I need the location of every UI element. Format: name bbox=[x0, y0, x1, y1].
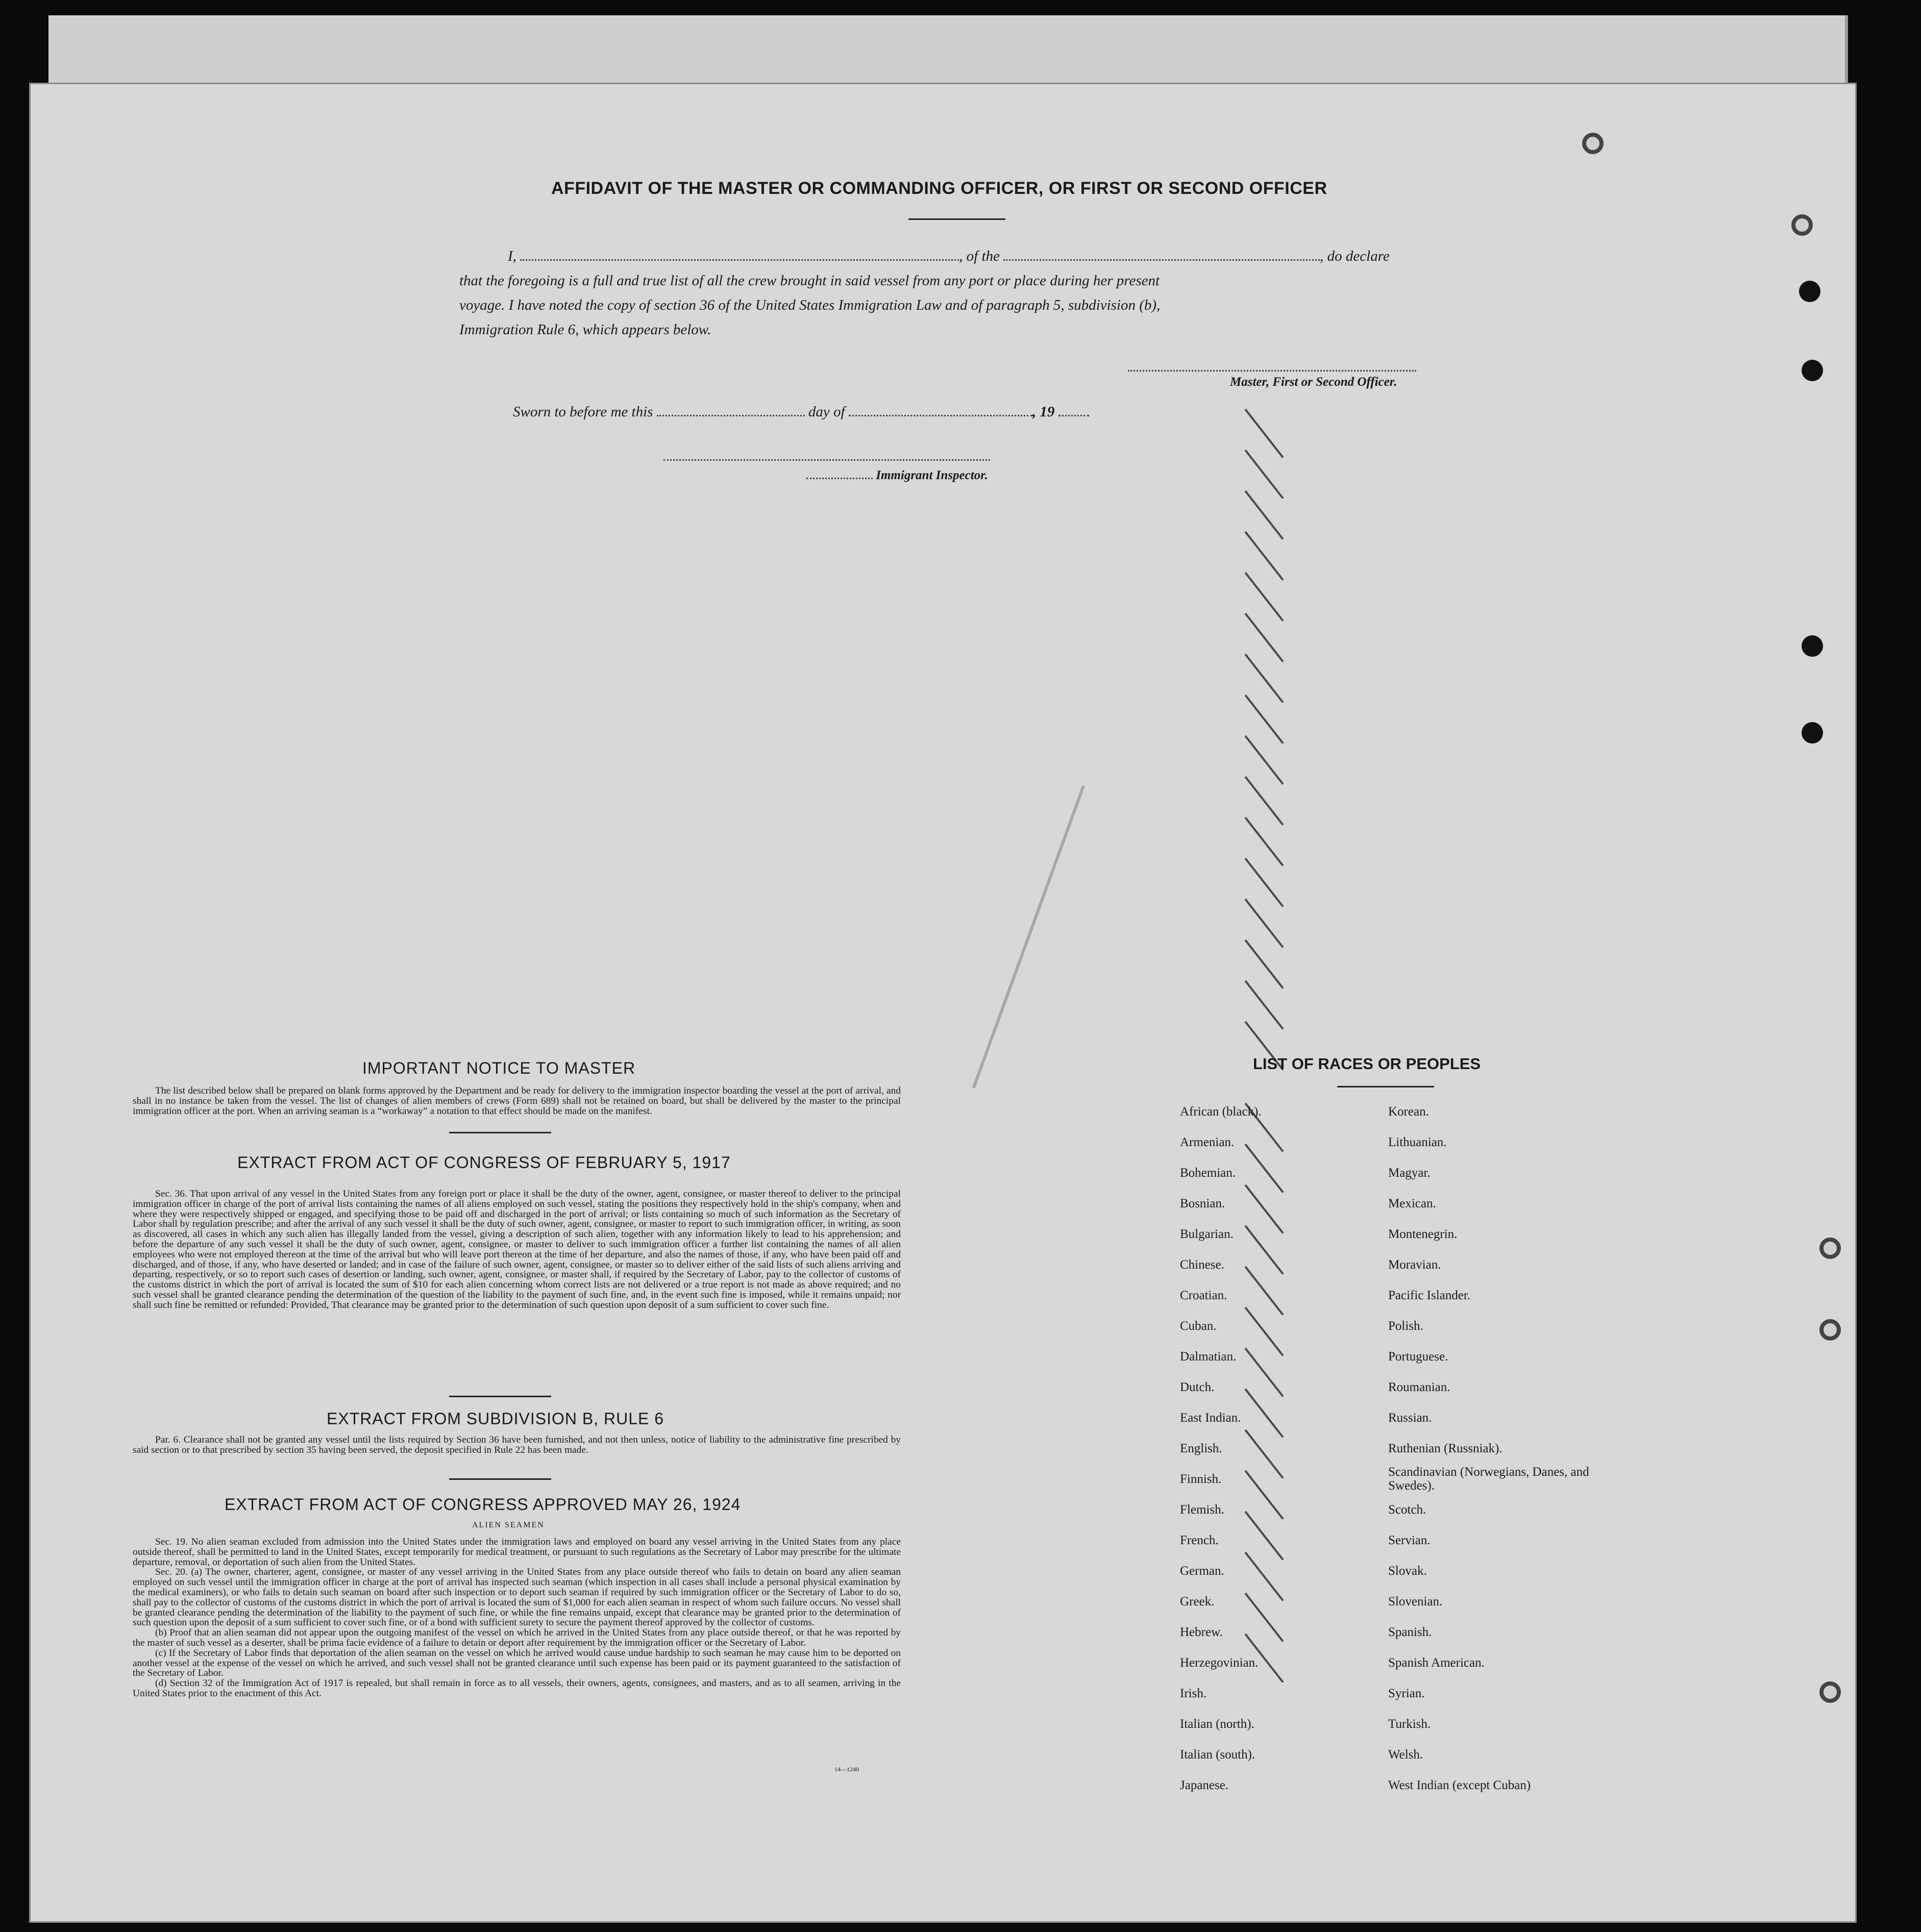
race-item: Bosnian. bbox=[1180, 1197, 1225, 1210]
punch-hole-2 bbox=[1799, 281, 1820, 302]
race-item: French. bbox=[1180, 1533, 1219, 1547]
vessel-blank[interactable] bbox=[1003, 254, 1320, 261]
extract-1924-sec19: Sec. 19. No alien seaman excluded from admission into the United States under the immigration laws and employed on board any vessel arriving in the United States from any place outside thereof, shall be permitted to land in the United States, except temporarily for medical treatment, or pursuant to such regulations as the Secretary of Labor may prescribe for the ultimate departure, removal, or deportation of such alien from the United States. bbox=[133, 1537, 901, 1568]
race-item: Finnish. bbox=[1180, 1472, 1222, 1486]
master-signature-caption: Master, First or Second Officer. bbox=[1230, 375, 1397, 389]
race-item: Lithuanian. bbox=[1388, 1135, 1447, 1149]
day-of-text: day of bbox=[808, 404, 845, 420]
extract-1924-sec20a: Sec. 20. (a) The owner, charterer, agent, consignee, or master of any vessel arriving in the United States from any place outside thereof who fails to detain on board any alien seaman employed on such vessel until the immigration officer in charge at the port of arrival has inspected such seaman (which inspection in all cases shall include a personal physical examination by the medical examiners), or who fails to detain such seaman on board after such inspection or to deport such seaman if required by such immigration officer or the Secretary of Labor to do so, shall pay to the collector of customs of the customs district in which the port of arrival is located the sum of $1,000 for each alien seaman in respect of whom such failure occurs. No vessel shall be granted clearance pending the determination of the liability to the payment of such fine, or while the fine remains unpaid, except that clearance may be granted prior to the determination of such question upon the deposit of a sum sufficient to cover such fine, or of a bond with sufficient surety to secure the payment thereof approved by the collector of customs. bbox=[133, 1567, 901, 1628]
declaration-i: I, bbox=[508, 248, 516, 264]
extract-1917-title: EXTRACT FROM ACT OF CONGRESS OF FEBRUARY 5, 1917 bbox=[237, 1153, 731, 1172]
declaration-of-the: , of the bbox=[959, 248, 1000, 264]
race-item: Korean. bbox=[1388, 1105, 1429, 1119]
race-item: Croatian. bbox=[1180, 1289, 1227, 1302]
punch-hole-3 bbox=[1802, 360, 1823, 381]
extract-1924-subtitle: ALIEN SEAMEN bbox=[472, 1521, 545, 1529]
race-item: Portuguese. bbox=[1388, 1350, 1448, 1364]
race-item: Mexican. bbox=[1388, 1197, 1436, 1210]
bleed-through-heading bbox=[327, 64, 1551, 84]
affidavit-title-rule bbox=[908, 218, 1005, 220]
race-item: East Indian. bbox=[1180, 1411, 1241, 1425]
declaration-line-4: Immigration Rule 6, which appears below. bbox=[459, 321, 711, 338]
extract-1924-sec20d: (d) Section 32 of the Immigration Act of 1917 is repealed, but shall remain in force as to all vessels, their owners, agents, consignees, and masters, and as to all seamen, arriving in the United States prior to the enactment of this Act. bbox=[133, 1678, 901, 1699]
race-item: Spanish American. bbox=[1388, 1656, 1485, 1670]
punch-hole-top bbox=[1582, 133, 1604, 154]
race-item: Italian (south). bbox=[1180, 1748, 1255, 1762]
punch-hole-5 bbox=[1802, 722, 1823, 744]
extract-rule6-paragraph: Par. 6. Clearance shall not be granted any vessel until the lists required by Section 36 have been furnished, and not then unless, notice of liability to the administrative fine prescribed by said section or to that prescribed by section 35 having been served, the deposit specified in Rule 22 has been made. bbox=[133, 1434, 901, 1455]
race-item: German. bbox=[1180, 1564, 1224, 1578]
extract-1924-sec20c: (c) If the Secretary of Labor finds that deportation of the alien seaman on the vessel on which he arrived would cause undue hardship to such seaman he may cause him to be deported on another vessel at the expense of the vessel on which he arrived, and such vessel shall not be granted clearance until such expense has been paid or its payment guaranteed to the satisfaction of the Secretary of Labor. bbox=[133, 1647, 901, 1679]
extract-1917-text bbox=[133, 1189, 901, 1310]
inspector-caption-text: Immigrant Inspector. bbox=[876, 468, 988, 482]
declaration-line-2: that the foregoing is a full and true list of all the crew brought in said vessel from any port or place during her present bbox=[459, 273, 1160, 289]
race-item: Syrian. bbox=[1388, 1687, 1425, 1700]
race-item: Slovenian. bbox=[1388, 1595, 1443, 1608]
races-title: LIST OF RACES OR PEOPLES bbox=[1253, 1055, 1481, 1073]
month-blank[interactable] bbox=[849, 410, 1032, 416]
race-item: Dutch. bbox=[1180, 1380, 1215, 1394]
race-item: African (black). bbox=[1180, 1105, 1262, 1119]
affidavit-title: AFFIDAVIT OF THE MASTER OR COMMANDING OFFICER, OR FIRST OR SECOND OFFICER bbox=[551, 179, 1327, 198]
declaration-do-declare: , do declare bbox=[1320, 248, 1390, 264]
inspector-caption bbox=[806, 468, 988, 483]
punch-hole-1 bbox=[1791, 214, 1813, 236]
section-rule-2 bbox=[449, 1396, 551, 1397]
punch-hole-7 bbox=[1819, 1319, 1841, 1341]
race-item: Turkish. bbox=[1388, 1717, 1431, 1731]
race-item: Welsh. bbox=[1388, 1748, 1423, 1762]
race-item: Bohemian. bbox=[1180, 1166, 1236, 1180]
race-item: Magyar. bbox=[1388, 1166, 1431, 1180]
race-item: Montenegrin. bbox=[1388, 1227, 1458, 1241]
punch-hole-6 bbox=[1819, 1237, 1841, 1259]
extract-1924-title: EXTRACT FROM ACT OF CONGRESS APPROVED MAY 26, 1924 bbox=[225, 1495, 741, 1514]
day-blank[interactable] bbox=[657, 410, 805, 416]
race-item: Greek. bbox=[1180, 1595, 1215, 1608]
race-item: English. bbox=[1180, 1442, 1222, 1455]
section-rule-1 bbox=[449, 1132, 551, 1133]
inspector-caption-dots bbox=[806, 475, 873, 479]
notice-title: IMPORTANT NOTICE TO MASTER bbox=[362, 1059, 636, 1077]
notice-paragraph: The list described below shall be prepared on blank forms approved by the Department and be ready for delivery to the immigration inspector boarding the vessel at the port of arrival, and shall in no instance be taken from the vessel. The list of changes of alien members of crews (Form 689) shall not be retained on board, but shall be delivered by the master to the principal immigration officer at the port. When an arriving seaman is a “workaway” a notation to that effect should be made on the manifest. bbox=[133, 1085, 901, 1117]
master-signature-line[interactable] bbox=[1128, 365, 1416, 371]
race-item: Spanish. bbox=[1388, 1625, 1432, 1639]
race-item: Dalmatian. bbox=[1180, 1350, 1237, 1364]
race-item: Moravian. bbox=[1388, 1258, 1441, 1272]
extract-rule6-text bbox=[133, 1435, 901, 1455]
race-item: Polish. bbox=[1388, 1319, 1423, 1333]
sworn-line bbox=[513, 401, 1089, 423]
race-item: Ruthenian (Russniak). bbox=[1388, 1442, 1503, 1455]
race-item: Japanese. bbox=[1180, 1778, 1229, 1792]
year-blank[interactable] bbox=[1058, 410, 1089, 416]
race-item: Hebrew. bbox=[1180, 1625, 1223, 1639]
race-item: Italian (north). bbox=[1180, 1717, 1254, 1731]
year-text: , 19 bbox=[1032, 404, 1055, 420]
extract-1924-text bbox=[133, 1537, 901, 1699]
declaration-line-1 bbox=[508, 245, 1390, 267]
race-item: Scandinavian (Norwegians, Danes, and Swedes). bbox=[1388, 1465, 1589, 1493]
race-item: Bulgarian. bbox=[1180, 1227, 1234, 1241]
race-item: Irish. bbox=[1180, 1687, 1207, 1700]
races-title-rule bbox=[1337, 1086, 1434, 1087]
punch-hole-4 bbox=[1802, 635, 1823, 657]
declaration-line-3: voyage. I have noted the copy of section 36 of the United States Immigration Law and of paragraph 5, subdivision (b), bbox=[459, 297, 1161, 313]
race-item: Servian. bbox=[1388, 1533, 1431, 1547]
race-item: Cuban. bbox=[1180, 1319, 1217, 1333]
extract-1924-sec20b: (b) Proof that an alien seaman did not appear upon the outgoing manifest of the vessel on which he arrived in the United States from any place outside thereof, or that he was reported by the master of such vessel as a deserter, shall be prima facie evidence of a failure to detain or deport after requirement by the immigration officer or the Secretary of Labor. bbox=[133, 1627, 901, 1648]
punch-hole-8 bbox=[1819, 1681, 1841, 1703]
race-item: Armenian. bbox=[1180, 1135, 1235, 1149]
race-item: Russian. bbox=[1388, 1411, 1432, 1425]
form-number: 14—1240 bbox=[834, 1766, 859, 1773]
race-item: Roumanian. bbox=[1388, 1380, 1450, 1394]
race-item: Slovak. bbox=[1388, 1564, 1427, 1578]
sworn-text: Sworn to before me this bbox=[513, 404, 653, 420]
extract-1917-paragraph: Sec. 36. That upon arrival of any vessel in the United States from any foreign port or place it shall be the duty of the owner, agent, consignee, or master thereof to deliver to the principal immigration officer in charge of the port of arrival lists containing the names of all aliens employed on such vessel, stating the positions they respectively hold in the ship's company, when and where they were respectively shipped or engaged, and specifying those to be paid off and discharged in the port of arrival; or lists containing so much of such information as the Secretary of Labor shall by regulation prescribe; and after the arrival of any such vessel it shall be the duty of such owner, agent, consignee, or master to report to such immigration officer, in writing, as soon as discovered, all cases in which any such alien has illegally landed from the vessel, giving a description of such alien, together with any information likely to lead to his apprehension; and before the departure of any such vessel it shall be the duty of such owner, agent, consignee, or master to deliver to such immigration officer a further list containing the names of all alien employees who were not employed thereon at the time of the arrival but who will leave port thereon at the time of her departure, and also the names of those, if any, who have been paid off and discharged, and of those, if any, who have deserted or landed; and in case of the failure of such owner, agent, consignee, or master so to deliver either of the said lists of such aliens arriving and departing, respectively, or so to report such cases of desertion or landing, such owner, agent, consignee, or master shall, if required by the Secretary of Labor, pay to the collector of customs of the customs district in which the port of arrival is located the sum of $10 for each alien concerning whom correct lists are not delivered or a true report is not made as above required; and no such vessel shall be granted clearance pending the determination of the question of the liability to the payment of such fine, and, in the event such fine is imposed, while it remains unpaid; nor shall such fine be remitted or refunded: Provided, That clearance may be granted prior to the determination of such question upon deposit of a sum sufficient to cover such fine. bbox=[133, 1188, 901, 1310]
section-rule-3 bbox=[449, 1478, 551, 1480]
race-item: Flemish. bbox=[1180, 1503, 1224, 1517]
race-item: Chinese. bbox=[1180, 1258, 1224, 1272]
extract-rule6-title: EXTRACT FROM SUBDIVISION B, RULE 6 bbox=[327, 1409, 664, 1428]
race-item: Scotch. bbox=[1388, 1503, 1426, 1517]
race-item: West Indian (except Cuban) bbox=[1388, 1778, 1531, 1792]
race-item: Herzegovinian. bbox=[1180, 1656, 1259, 1670]
inspector-signature-line[interactable] bbox=[663, 454, 990, 461]
notice-text bbox=[133, 1086, 901, 1116]
name-blank[interactable] bbox=[520, 254, 959, 261]
race-item: Pacific Islander. bbox=[1388, 1289, 1471, 1302]
